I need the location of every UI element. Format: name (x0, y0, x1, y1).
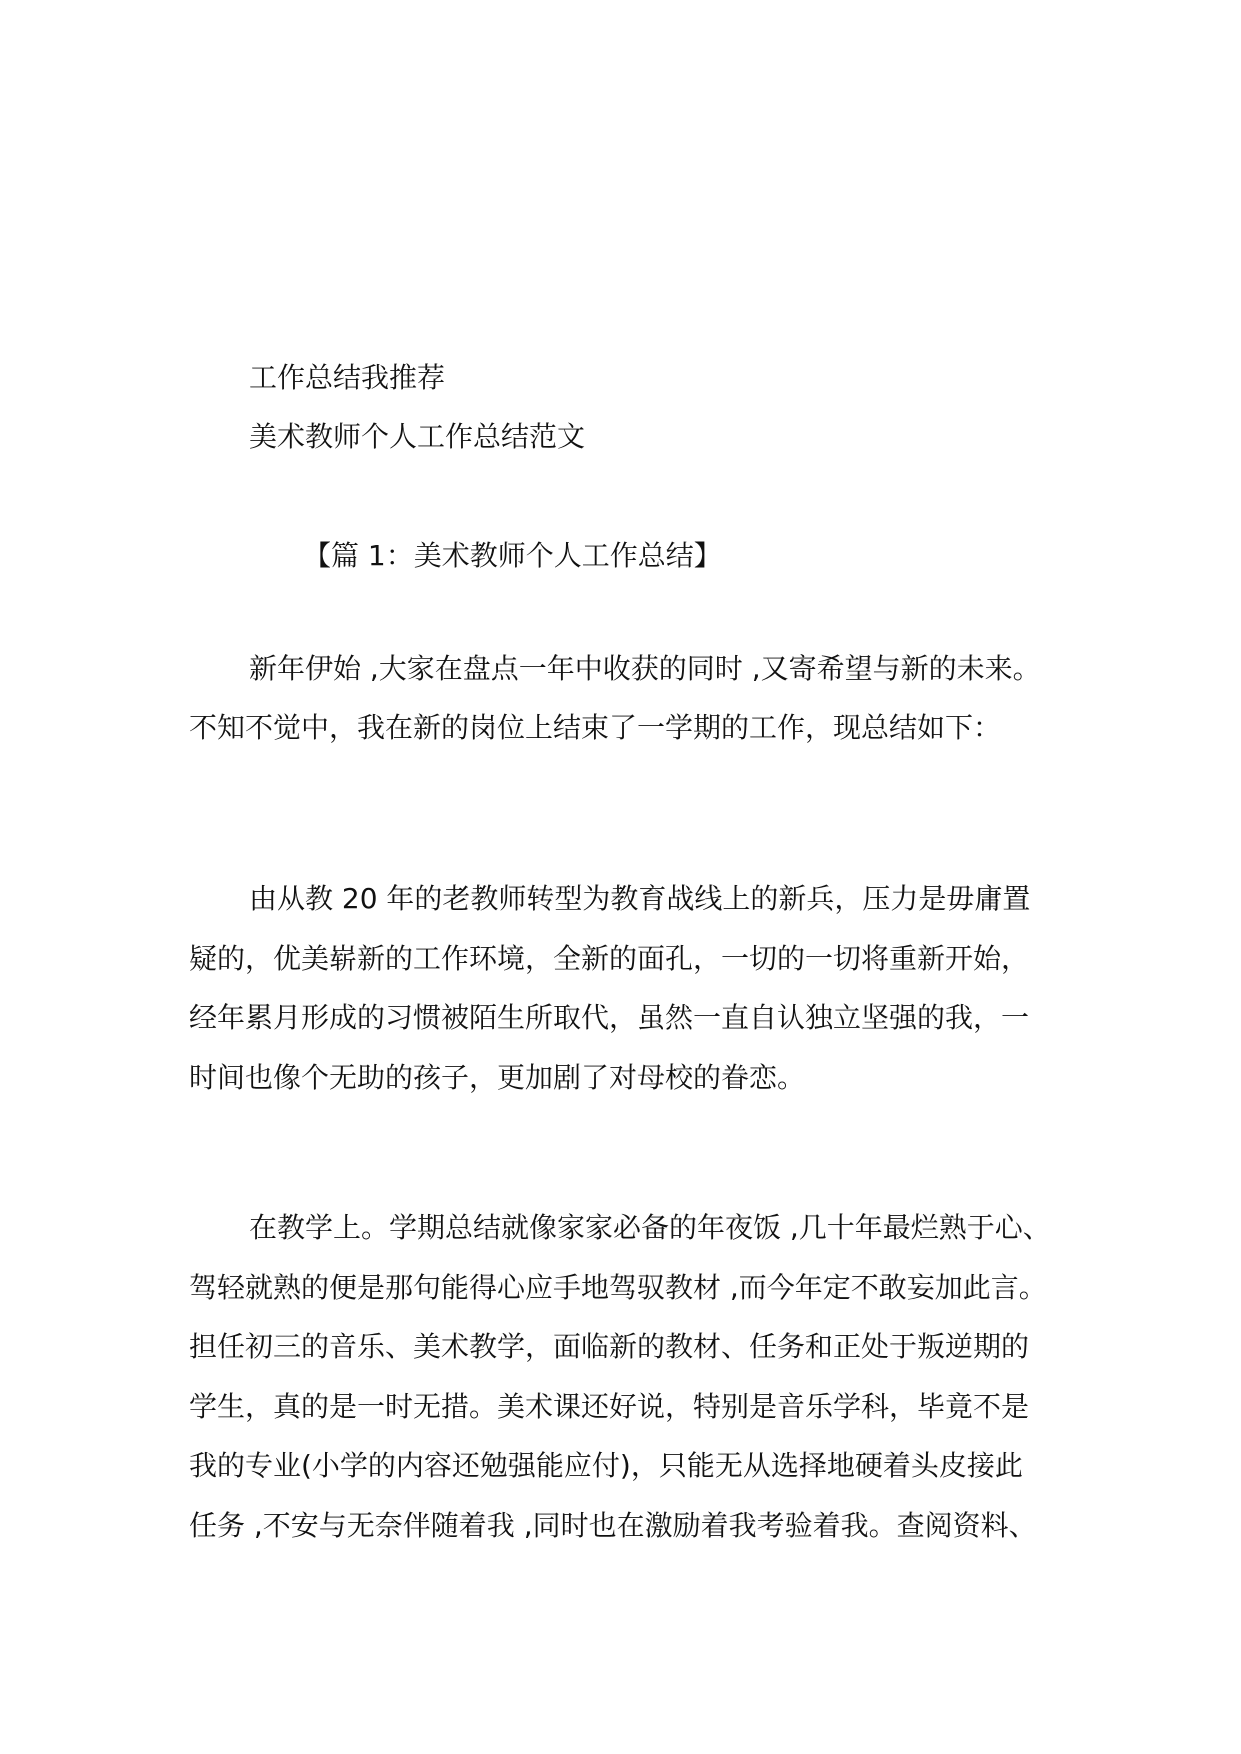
paragraph-line: 担任初三的音乐、美术教学，面临新的教材、任务和正处于叛逆期的 (189, 1330, 1030, 1363)
paragraph-line: 不知不觉中，我在新的岗位上结束了一学期的工作，现总结如下： (189, 711, 1002, 744)
header-category: 工作总结我推荐 (249, 361, 446, 394)
paragraph-line: 时间也像个无助的孩子，更加剧了对母校的眷恋。 (189, 1061, 806, 1094)
document-title: 美术教师个人工作总结范文 (249, 420, 586, 453)
paragraph-line: 在教学上。学期总结就像家家必备的年夜饭 ,几十年最烂熟于心、 (249, 1211, 1051, 1244)
paragraph-line: 疑的，优美崭新的工作环境，全新的面孔，一切的一切将重新开始， (189, 942, 1030, 975)
paragraph-line: 我的专业(小学的内容还勉强能应付)，只能无从选择地硬着头皮接此 (189, 1449, 1023, 1482)
paragraph-line: 任务 ,不安与无奈伴随着我 ,同时也在激励着我考验着我。查阅资料、 (189, 1509, 1037, 1542)
section-heading: 【篇 1：美术教师个人工作总结】 (303, 539, 722, 572)
paragraph-line: 经年累月形成的习惯被陌生所取代，虽然一直自认独立坚强的我，一 (189, 1001, 1030, 1034)
paragraph-line: 学生，真的是一时无措。美术课还好说，特别是音乐学科，毕竟不是 (189, 1390, 1030, 1423)
paragraph-line: 由从教 20 年的老教师转型为教育战线上的新兵，压力是毋庸置 (249, 882, 1031, 915)
paragraph-line: 新年伊始 ,大家在盘点一年中收获的同时 ,又寄希望与新的未来。 (249, 652, 1041, 685)
paragraph-line: 驾轻就熟的便是那句能得心应手地驾驭教材 ,而今年定不敢妄加此言。 (189, 1271, 1047, 1304)
